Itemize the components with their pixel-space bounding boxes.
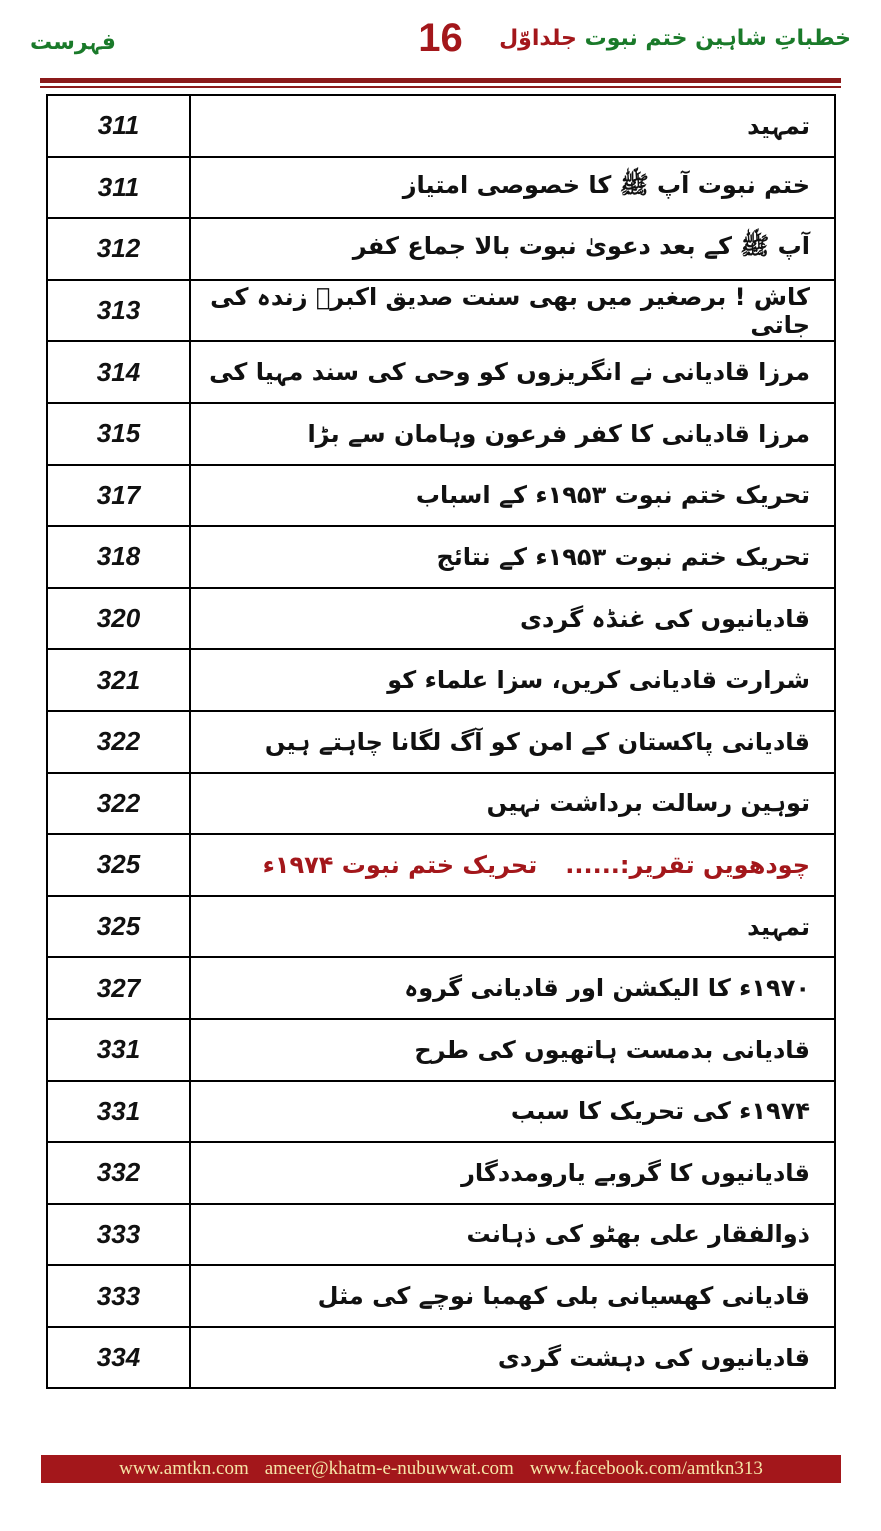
toc-entry-text: قادیانیوں کی غنڈہ گردی <box>519 604 810 633</box>
toc-entry-title <box>190 157 835 219</box>
toc-row[interactable] <box>47 711 835 773</box>
toc-page-number: 317 <box>47 465 190 527</box>
toc-entry-title <box>190 834 835 896</box>
toc-page-number: 322 <box>47 711 190 773</box>
page-header <box>0 0 881 90</box>
toc-entry-title <box>190 1204 835 1266</box>
toc-page-number: 315 <box>47 403 190 465</box>
toc-row[interactable] <box>47 341 835 403</box>
toc-row[interactable] <box>47 896 835 958</box>
toc-row[interactable] <box>47 773 835 835</box>
toc-entry-title <box>190 1019 835 1081</box>
toc-page-number: 314 <box>47 341 190 403</box>
toc-page-number: 311 <box>47 95 190 157</box>
toc-row[interactable] <box>47 403 835 465</box>
toc-entry-text: قادیانی پاکستان کے امن کو آگ لگانا چاہتے ہیں <box>264 727 810 756</box>
header-rule-thin <box>40 86 841 88</box>
toc-entry-subtitle: تحریک ختم نبوت ۱۹۷۴ء <box>262 850 538 879</box>
toc-entry-title <box>190 403 835 465</box>
toc-row[interactable] <box>47 1265 835 1327</box>
toc-entry-title <box>190 280 835 342</box>
toc-entry-text: تحریک ختم نبوت ۱۹۵۳ء کے نتائج <box>436 542 810 571</box>
toc-page-number: 322 <box>47 773 190 835</box>
toc-entry-text: تحریک ختم نبوت ۱۹۵۳ء کے اسباب <box>415 481 810 510</box>
toc-entry-text: آپ ﷺ کے بعد دعویٰ نبوت بالا جماع کفر <box>352 232 810 261</box>
toc-entry-title <box>190 526 835 588</box>
toc-entry-text: ۱۹۷۴ء کی تحریک کا سبب <box>510 1097 810 1126</box>
toc-entry-text: قادیانیوں کی دہشت گردی <box>497 1343 810 1372</box>
toc-entry-title <box>190 711 835 773</box>
toc-entry-title <box>190 95 835 157</box>
toc-row[interactable] <box>47 1081 835 1143</box>
toc-page-number: 332 <box>47 1142 190 1204</box>
toc-entry-text: توہین رسالت برداشت نہیں <box>486 789 810 818</box>
volume-label: جلداوّل <box>499 26 577 51</box>
toc-row[interactable] <box>47 649 835 711</box>
toc-entry-text: مرزا قادیانی کا کفر فرعون وہامان سے بڑا <box>307 419 810 448</box>
toc-row[interactable] <box>47 95 835 157</box>
toc-entry-text: قادیانیوں کا گروبے یارومددگار <box>461 1158 810 1187</box>
toc-entry-title <box>190 1265 835 1327</box>
toc-page-number: 334 <box>47 1327 190 1389</box>
toc-page-number: 320 <box>47 588 190 650</box>
footer-bar <box>41 1455 841 1483</box>
toc-entry-text: تمہید <box>747 912 810 941</box>
section-label: فہرست <box>30 30 116 55</box>
toc-page-number: 318 <box>47 526 190 588</box>
toc-row[interactable] <box>47 1142 835 1204</box>
toc-page-number: 312 <box>47 218 190 280</box>
toc-page-number: 311 <box>47 157 190 219</box>
toc-page-number: 313 <box>47 280 190 342</box>
header-rule-thick <box>40 78 841 83</box>
footer-website[interactable]: www.amtkn.com <box>119 1458 249 1479</box>
toc-row[interactable] <box>47 1204 835 1266</box>
book-title <box>499 26 851 51</box>
toc-entry-title <box>190 1081 835 1143</box>
toc-row[interactable] <box>47 280 835 342</box>
toc-page-number: 331 <box>47 1081 190 1143</box>
toc-row[interactable] <box>47 834 835 896</box>
toc-entry-title <box>190 218 835 280</box>
toc-entry-title <box>190 649 835 711</box>
toc-entry-text: ۱۹۷۰ء کا الیکشن اور قادیانی گروہ <box>404 974 810 1003</box>
toc-page-number: 333 <box>47 1265 190 1327</box>
contents-table <box>46 94 836 1389</box>
toc-entry-text: قادیانی بدمست ہاتھیوں کی طرح <box>414 1035 810 1064</box>
toc-entry-title <box>190 896 835 958</box>
page-number: 16 <box>418 16 463 60</box>
toc-entry-text: ذوالفقار علی بھٹو کی ذہانت <box>466 1220 810 1249</box>
book-title-text: خطباتِ شاہین ختم نبوت <box>584 26 851 51</box>
toc-entry-text: تمہید <box>747 111 810 140</box>
toc-page-number: 333 <box>47 1204 190 1266</box>
toc-entry-text: قادیانی کھسیانی بلی کھمبا نوچے کی مثل <box>317 1282 810 1311</box>
toc-entry-text: کاش ! برصغیر میں بھی سنت صدیق اکبرؓ زندہ کی جاتی <box>210 282 810 339</box>
toc-row[interactable] <box>47 218 835 280</box>
toc-row[interactable] <box>47 1327 835 1389</box>
toc-entry-title <box>190 773 835 835</box>
toc-row[interactable] <box>47 1019 835 1081</box>
toc-row[interactable] <box>47 526 835 588</box>
toc-entry-title <box>190 588 835 650</box>
toc-entry-title <box>190 1142 835 1204</box>
toc-page-number: 325 <box>47 896 190 958</box>
toc-entry-text: ختم نبوت آپ ﷺ کا خصوصی امتیاز <box>402 170 810 199</box>
toc-page-number: 327 <box>47 957 190 1019</box>
footer-email[interactable]: ameer@khatm-e-nubuwwat.com <box>264 1458 514 1479</box>
toc-entry-text: مرزا قادیانی نے انگریزوں کو وحی کی سند مہیا کی <box>209 358 810 387</box>
toc-entry-title <box>190 341 835 403</box>
toc-row[interactable] <box>47 957 835 1019</box>
toc-page-number: 331 <box>47 1019 190 1081</box>
toc-row[interactable] <box>47 588 835 650</box>
toc-entry-title <box>190 465 835 527</box>
footer-facebook[interactable]: www.facebook.com/amtkn313 <box>529 1458 763 1479</box>
toc-entry-title <box>190 957 835 1019</box>
toc-row[interactable] <box>47 157 835 219</box>
toc-row[interactable] <box>47 465 835 527</box>
toc-entry-text: شرارت قادیانی کریں، سزا علماء کو <box>387 666 810 695</box>
toc-page-number: 321 <box>47 649 190 711</box>
toc-page-number: 325 <box>47 834 190 896</box>
toc-entry-text: چودھویں تقریر:...... <box>565 850 810 879</box>
toc-entry-title <box>190 1327 835 1389</box>
